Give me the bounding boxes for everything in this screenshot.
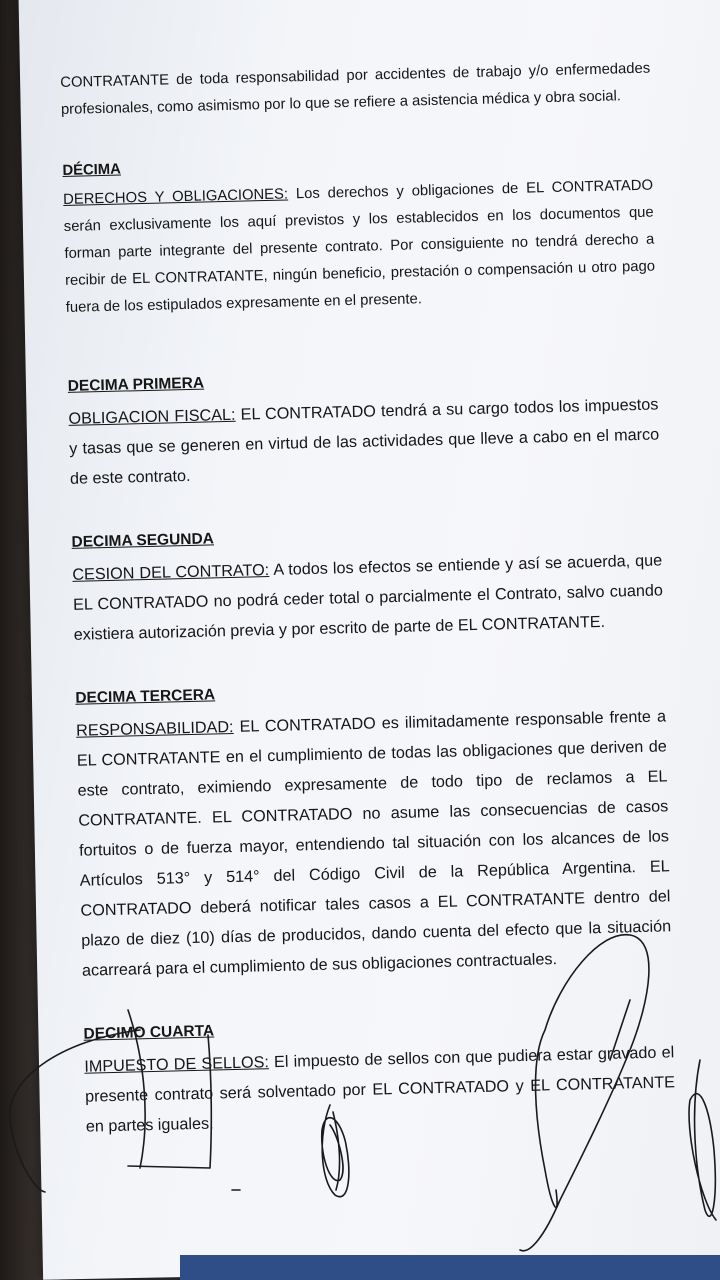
clause-title: DECIMO CUARTA: [83, 1022, 215, 1043]
clause-title: DECIMA SEGUNDA: [71, 530, 215, 551]
clause-title: DECIMA TERCERA: [75, 686, 216, 707]
clause-body: Los derechos y obligaciones de EL CONTRATADO serán exclusivamente los aquí previstos y los establecidos en los documentos que forman parte integrante del presente contrato. Por consiguiente no tendrá derecho a recibir de EL CONTRATANTE, ningún beneficio, prestación o compensación u otro pago fuera de los estipulados expresamente en el presente.: [63, 177, 656, 316]
clause-decimo-cuarta: [83, 1005, 676, 1141]
clause-body: EL CONTRATADO tendrá a su cargo todos los impuestos y tasas que se generen en virtud de las actividades que lleve a cabo en el marco de este contrato.: [69, 395, 660, 488]
clause-subtitle: CESION DEL CONTRATO:: [72, 561, 270, 584]
clause-paragraph: [63, 173, 656, 322]
clause-paragraph: [72, 545, 664, 649]
clause-paragraph: [84, 1037, 676, 1141]
clause-body: El impuesto de sellos con que pudiera estar gravado el presente contrato será solventado por EL CONTRATADO y EL CONTRATANTE en partes iguales.: [84, 1043, 676, 1136]
clause-decima-tercera: [75, 669, 672, 985]
clause-subtitle: OBLIGACION FISCAL:: [68, 405, 236, 428]
clause-decima-segunda: [71, 513, 664, 649]
intro-paragraph: CONTRATANTE de toda responsabilidad por accidentes de trabajo y/o enfermedades profesionales, como asimismo por lo que se refiere a asistencia médica y obra social.: [60, 60, 651, 118]
clause-subtitle: IMPUESTO DE SELLOS:: [84, 1053, 270, 1076]
desk-edge: [180, 1255, 720, 1280]
clause-decima: [62, 144, 656, 322]
clause-decima-primera: [67, 357, 660, 493]
clause-paragraph: [68, 389, 660, 493]
clause-body: EL CONTRATADO es ilimitadamente responsable frente a EL CONTRATANTE en el cumplimiento de todas las obligaciones que deriven de este contrato, eximiendo expresamente de todo tipo de reclamos a EL CONTRATANTE. EL CONTRATADO no asume las consecuencias de casos fortuitos o de fuerza mayor, entendiendo tal situación con los alcances de los Artículos 513° y 514° del Código Civil de la República Argentina. EL CONTRATADO deberá notificar tales casos a EL CONTRATANTE dentro del plazo de diez (10) días de producidos, dando cuenta del efecto que la situación acarreará para el cumplimiento de sus obligaciones contractuales.: [76, 707, 672, 980]
clause-body: A todos los efectos se entiende y así se acuerda, que EL CONTRATADO no podrá ceder total o parcialmente el Contrato, salvo cuando existiera autorización previa y por escrito de parte de EL CONTRATANTE.: [72, 551, 664, 644]
clause-subtitle: DERECHOS Y OBLIGACIONES:: [62, 186, 289, 208]
clause-title: DECIMA PRIMERA: [67, 374, 205, 395]
clause-paragraph: [76, 701, 672, 985]
contract-page: [60, 56, 676, 1142]
clause-title: DÉCIMA: [62, 161, 122, 179]
clause-subtitle: RESPONSABILIDAD:: [75, 717, 234, 740]
